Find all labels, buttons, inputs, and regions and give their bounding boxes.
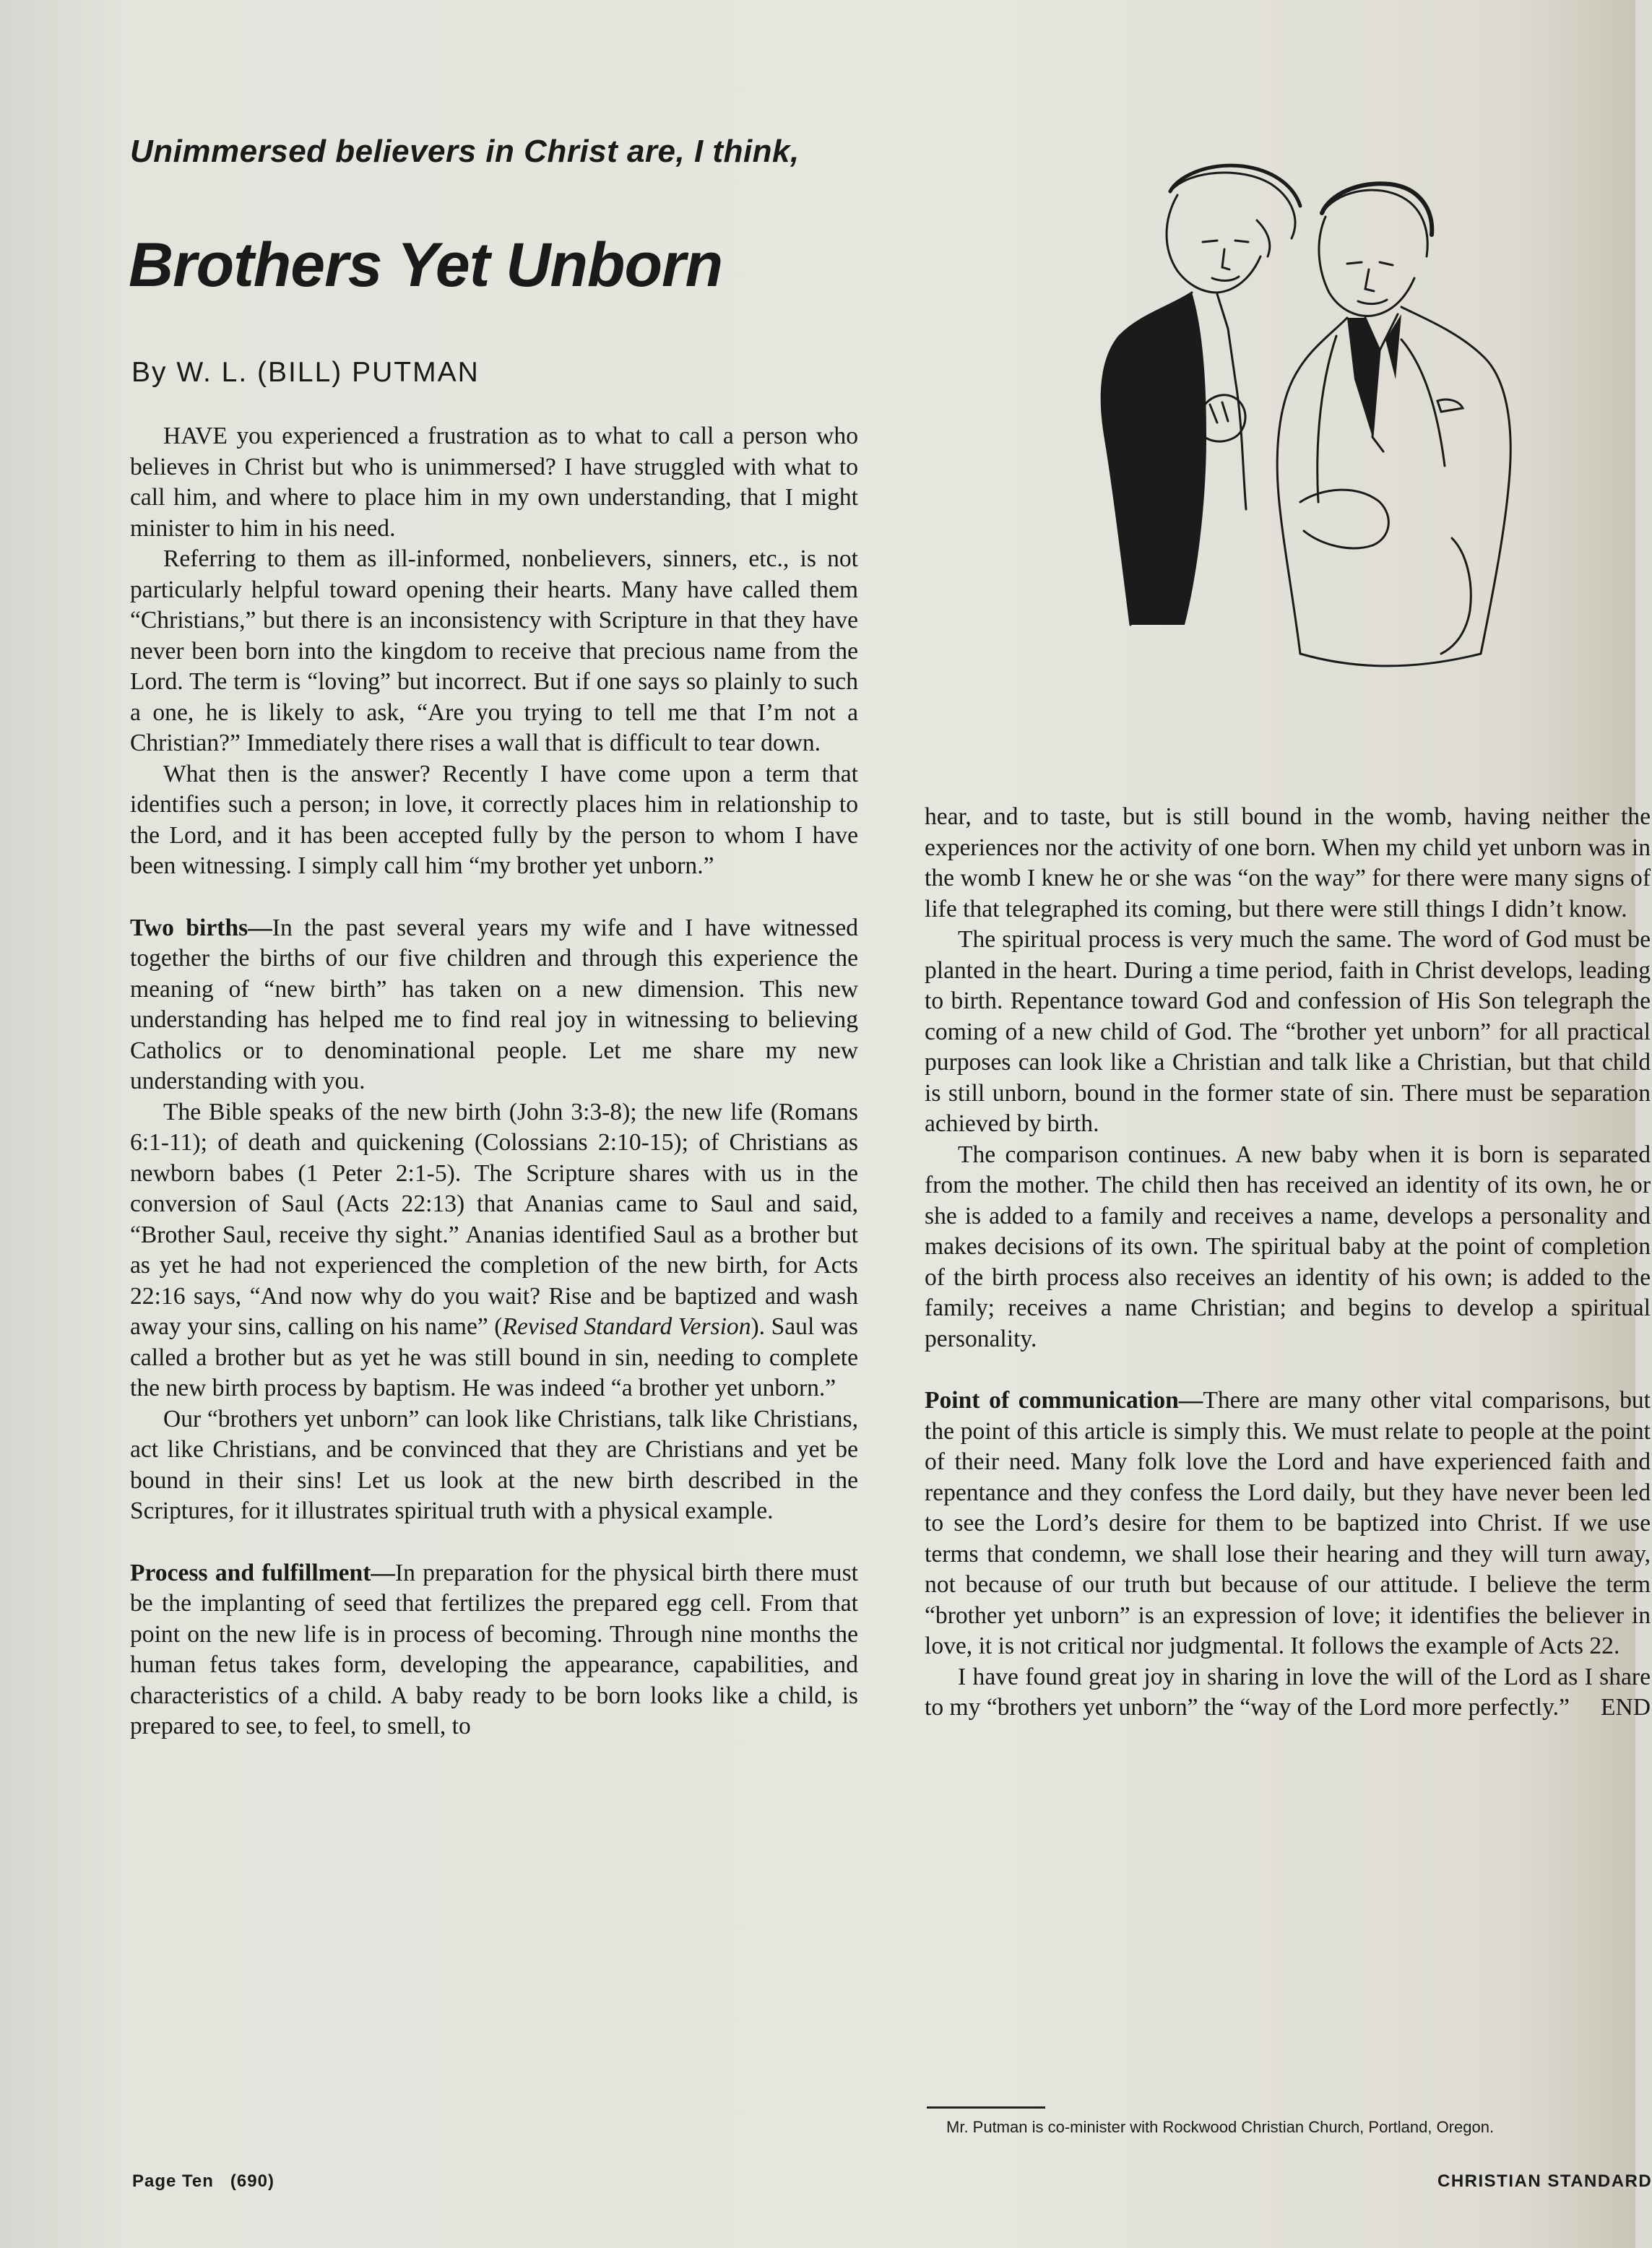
paragraph: Our “brothers yet unborn” can look like Christians, talk like Christians, act like Christians, and be convinced that they are Christians and yet be bound in their sins! Let us look at the new birth described in the Scriptures, for it illustrates spiritual truth with a physical example.: [130, 1405, 858, 1524]
author-footnote: Mr. Putman is co-minister with Rockwood Christian Church, Portland, Oregon.: [946, 2118, 1495, 2136]
article-kicker: Unimmersed believers in Christ are, I think,: [130, 134, 800, 169]
paragraph: [130, 1097, 858, 1404]
paragraph-two-births: [130, 913, 858, 1097]
paragraph: Referring to them as ill-informed, nonbelievers, sinners, etc., is not particularly helpful toward opening their hearts. Many have called them “Christians,” but there is an inconsistency with Scripture in that they have never been born into the kingdom to receive that precious name from the Lord. The term is “loving” but incorrect. But if one says so plainly to such a one, he is likely to ask, “Are you trying to tell me that I’m not a Christian?” Immediately there rises a wall that is difficult to tear down.: [130, 545, 858, 756]
footnote-rule: [927, 2106, 1045, 2109]
paragraph-text: There are many other vital comparisons, but the point of this article is simply this. We must relate to people at the point of their need. Many folk love the Lord and have experienced faith and repentance and they confess the Lord daily, but they have never been led to see the Lord’s desire for them to be baptized into Christ. If we use terms that condemn, we shall lose their hearing and they will turn away, not because of our truth but because of our attitude. I believe the term “brother yet unborn” is an expression of love; it identifies the believer in love, it is not critical nor judgmental. It follows the example of Acts 22.: [925, 1387, 1651, 1659]
article-title: Brothers Yet Unborn: [129, 230, 722, 300]
paragraph-text: I have found great joy in sharing in love the will of the Lord as I share to my “brothers yet unborn” the “way of the Lord more perfectly.”: [925, 1663, 1651, 1721]
paragraph: [925, 1662, 1651, 1724]
magazine-name: CHRISTIAN STANDARD: [1437, 2171, 1652, 2191]
two-men-illustration: [1062, 163, 1539, 740]
right-column: [925, 802, 1651, 1724]
paragraph-text: In preparation for the physical birth there must be the implanting of seed that fertilizes the prepared egg cell. From that point on the new life is in process of becoming. Through nine months the human fetus takes form, developing the appearance, capabilities, and characteristics of a child. A baby ready to be born looks like a child, is prepared to see, to feel, to smell, to: [130, 1559, 858, 1739]
paragraph-point-of-communication: [925, 1385, 1651, 1662]
subhead-process-fulfillment: Process and fulfillment—: [130, 1559, 395, 1586]
version-citation: Revised Standard Version: [502, 1313, 751, 1340]
paragraph: The comparison continues. A new baby when it is born is separated from the mother. The child then has received an identity of its own, he or she is added to a family and receives a name, develops a personality and makes decisions of its own. The spiritual baby at the point of completion of the birth process also receives an identity of his own; is added to the family; receives a name Christian; and begins to develop a spiritual personality.: [925, 1141, 1651, 1352]
paragraph: The spiritual process is very much the same. The word of God must be planted in the heart. During a time period, faith in Christ develops, leading to birth. Repentance toward God and confession of His Son telegraph the coming of a new child of God. The “brother yet unborn” for all practical purposes can look like a Christian and talk like a Christian, but that child is still unborn, bound in the former state of sin. There must be separation achieved by birth.: [925, 926, 1651, 1137]
paragraph-text: In the past several years my wife and I have witnessed together the births of our five children and through this experience the meaning of “new birth” has taken on a new dimension. This new understanding has helped me to find real joy in witnessing to believing Catholics or to denominational people. Let me share my new understanding with you.: [130, 914, 859, 1094]
subhead-two-births: Two births—: [130, 914, 272, 941]
paragraph-text: The Bible speaks of the new birth (John 3:3-8); the new life (Romans 6:1-11); of death and quickening (Colossians 2:10-15); of Christians as newborn babes (1 Peter 2:1-5). The Scripture shares with us in the conversion of Saul (Acts 22:13) that Ananias came to Saul and said, “Brother Saul, receive thy sight.” Ananias identified Saul as a brother but as yet he had not experienced the completion of the new birth, for Acts 22:16 says, “And now why do you wait? Rise and be baptized and wash away your sins, calling on his name” (: [130, 1098, 858, 1340]
paragraph: hear, and to taste, but is still bound in the womb, having neither the experiences nor the activity of one born. When my child yet unborn was in the womb I knew he or she was “on the way” for there were many signs of life that telegraphed its coming, but there were still things I didn’t know.: [925, 803, 1651, 922]
left-column: [130, 421, 858, 1742]
paragraph: HAVE you experienced a frustration as to what to call a person who believes in Christ but who is unimmersed? I have struggled with what to call him, and where to place him in my own understanding, that I might minister to him in his need.: [130, 423, 858, 542]
end-mark: END: [1600, 1694, 1651, 1721]
subhead-point-of-communication: Point of communication—: [925, 1387, 1203, 1414]
page-number: Page Ten (690): [132, 2171, 274, 2191]
paragraph-text: ). Saul was called a brother but as yet he was still bound in sin, needing to complete the new birth process by baptism. He was indeed “a brother yet unborn.”: [130, 1313, 858, 1401]
paragraph: What then is the answer? Recently I have come upon a term that identifies such a person; in love, it correctly places him in relationship to the Lord, and it has been accepted fully by the person to whom I have been witnessing. I simply call him “my brother yet unborn.”: [130, 760, 858, 879]
article-byline: By W. L. (BILL) PUTMAN: [131, 357, 480, 388]
paragraph-process: [130, 1558, 858, 1742]
